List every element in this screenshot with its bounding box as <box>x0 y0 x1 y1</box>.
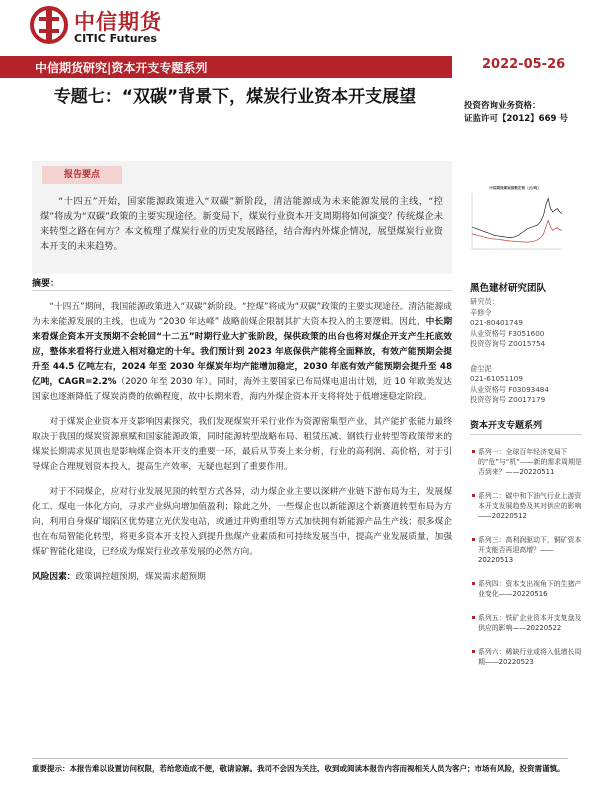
paragraph-3: 对于不同煤企，应对行业发展见顶的转型方式各异，动力煤企业主要以深耕产业链下游布局为主，发展煤化工、煤电一体化方向，寻求产业纵向增加值盈利；除此之外，一些煤企也以新能源这个新赛道转型布局为方向，利用自身煤矿塌陷区优势建立光伏发电站，或通过并购重组等方式加快拥有新能源产品生产线；很多煤企也在布局智能化转型，将更多资本开支投入到提升焦煤产业素质和可持续发展当中，提高产业发展质量，加强煤矿智能化建设，已经成为煤炭行业改革发展的必然方向。 <box>32 487 452 557</box>
logo-cn: 中信期货 <box>74 10 162 34</box>
p1-bold: 中长期来看煤企资本开支预期不会轮回“十二五”时期行业大扩张阶段，保供政策的出台也将对煤企开支产生托底效应，整体来看将行业进入相对稳定的十年。我们预计到 2023 年底保供产能将全面释放，有效产能预期会提升至 44.5 亿吨左右，2024 年至 2030 年煤炭年均产能增加稳定，2030 年底有效产能预期会提升至 48 亿吨，CAGR=2.2% <box>32 317 452 387</box>
researcher-2-cert: 从业资格号 F03093484 <box>470 384 549 394</box>
banner-text: 中信期货研究|资本开支专题系列 <box>35 61 208 75</box>
citic-emblem-icon <box>30 6 68 44</box>
researcher-1-phone: 021-80401749 <box>470 318 523 327</box>
series-divider <box>470 434 582 435</box>
researcher-1-cert: 从业资格号 F3051600 <box>470 328 545 338</box>
researchers-label: 研究员： <box>470 297 499 306</box>
coal-price-chart <box>462 181 568 259</box>
researcher-2-consult: 投资咨询号 Z0017179 <box>470 395 546 404</box>
researcher-2-phone: 021-61051109 <box>470 374 523 383</box>
company-logo <box>30 6 200 46</box>
series-banner <box>0 56 452 78</box>
abstract-body <box>32 300 452 595</box>
series-item[interactable]: 系列三：高利润驱动下，铜矿资本开支能否再迎高增？——20220513 <box>472 535 584 565</box>
researcher-1-consult: 投资咨询号 Z0015754 <box>470 339 546 348</box>
series-item[interactable]: 系列六：稀缺行业或将入低增长周期——20220523 <box>472 647 584 667</box>
qualification-line2: 证监许可【2012】669 号 <box>464 114 568 124</box>
p1-tail: （2020 年至 2030 年）。同时，海外主要国家已布局煤电退出计划，近 10 年欧美发达国家也逐渐降低了煤炭消费的依赖程度，故中长期来看，海内外煤企资本开支将将处于低增速稳定阶段。 <box>32 377 452 402</box>
qualification <box>464 100 568 126</box>
p1-normal: “十四五”期间，我国能源政策进入“双碳”新阶段。“控煤”将成为“双碳”政策的主要实现途径。清洁能源成为未来能源发展的主线，也成为 “2030 年达峰” 战略前煤企限制其扩大资本投入的主要逻辑。因此， <box>32 302 452 327</box>
logo-en: CITIC Futures <box>74 32 157 45</box>
risk-text: 政策调控超预期，煤炭需求超预期 <box>75 572 206 582</box>
series-item[interactable]: 系列一：全球百年经济变局下的“危”与“机”——新的需求周期是否到来？——20220511 <box>472 447 584 477</box>
series-item[interactable]: 系列五：铁矿企业资本开支复盘及供应的影响——20220522 <box>472 613 584 633</box>
series-item[interactable]: 系列四：资本支出视角下的生猪产业变化——20220516 <box>472 579 584 599</box>
summary-text: “十四五”开始，国家能源政策进入“双碳”新阶段，清洁能源成为未来能源发展的主线，“控煤”将成为“双碳”政策的主要实现途径。新变局下，煤炭行业资本开支周期将如何演变？传统煤企未来转型之路在何方？本文梳理了煤炭行业的历史发展路径，结合海内外煤企情况，展望煤炭行业资本开支的未来趋势。 <box>40 196 443 252</box>
footer-disclaimer: 重要提示：本报告难以设置访问权限，若给您造成不便，敬请谅解。我司不会因为关注、收到或阅读本报告内容而视相关人员为客户；市场有风险，投资需谨慎。 <box>32 764 565 773</box>
researchers <box>470 297 549 406</box>
series-list <box>472 447 584 681</box>
report-title: 专题七：“双碳”背景下，煤炭行业资本开支展望 <box>53 87 417 107</box>
risk-label: 风险因素： <box>32 572 76 582</box>
risk-factors <box>32 570 452 585</box>
footer-divider <box>32 758 568 759</box>
researcher-1-name: 辛修令 <box>470 307 492 317</box>
series-item[interactable]: 系列二：碳中和下油气行业上游资本开支发展趋势及其对供应的影响——20220512 <box>472 491 584 521</box>
abstract-label: 摘要： <box>32 277 452 291</box>
report-date: 2022-05-26 <box>482 57 566 72</box>
series-title: 资本开支专题系列 <box>470 421 543 431</box>
researcher-2-name: 俞尘泥 <box>470 363 492 373</box>
qualification-line1: 投资咨询业务资格： <box>464 101 541 111</box>
team-title: 黑色建材研究团队 <box>470 283 547 294</box>
paragraph-2: 对于煤炭企业资本开支影响因素探究，我们发现煤炭开采行业作为资源密集型产业，其产能扩张能力最终取决于我国的煤炭资源禀赋和国家能源政策，同时能源转型战略布局、租赁压减、钢铁行业转型等政策带来的煤炭长期需求见顶也是影响煤企资本开支的重要一环，最后从节奏上来分析，行业的高利润、高价格，对于引导煤企合理规划资本投入，提高生产效率，无疑也起到了重要作用。 <box>32 417 452 472</box>
chart-title: 中信期货煤炭指数走势（元/吨） <box>489 186 541 190</box>
paragraph-1 <box>32 300 452 405</box>
summary-label: 报告要点 <box>42 166 122 184</box>
